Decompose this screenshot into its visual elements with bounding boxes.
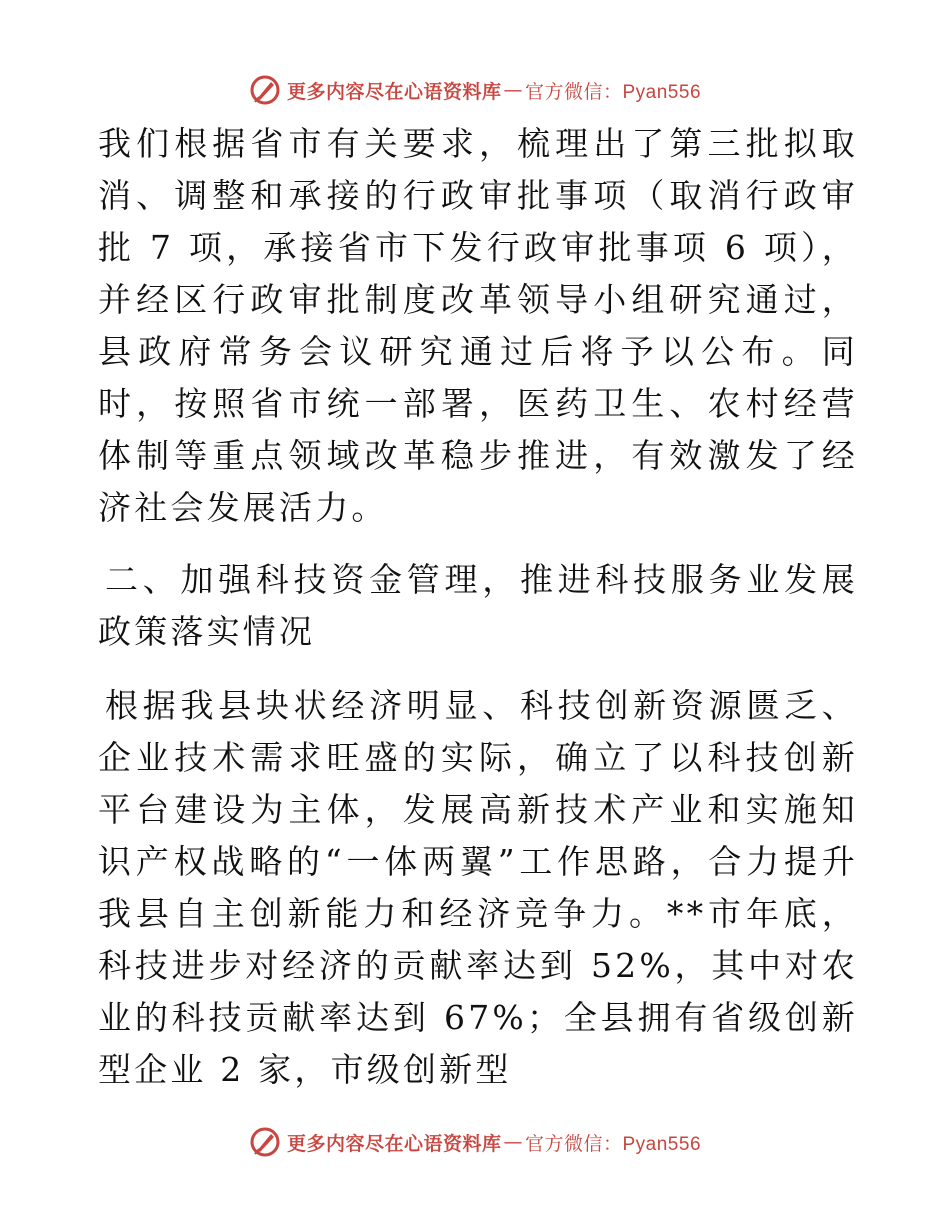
banner-wechat-text: 官方微信：Pyan556 xyxy=(525,1133,702,1155)
footer-watermark-banner xyxy=(0,1126,950,1158)
document-body xyxy=(98,118,858,1096)
header-watermark-banner xyxy=(0,74,950,106)
feather-pen-logo-icon xyxy=(249,74,281,106)
banner-separator: — xyxy=(503,79,523,101)
banner-wechat-text: 官方微信：Pyan556 xyxy=(525,81,702,103)
feather-pen-logo-icon xyxy=(249,1126,281,1158)
section-heading-2: 二、加强科技资金管理，推进科技服务业发展政策落实情况 xyxy=(98,560,858,651)
banner-separator: — xyxy=(503,1131,523,1153)
paragraph-2: 根据我县块状经济明显、科技创新资源匮乏、企业技术需求旺盛的实际，确立了以科技创新平台建设为主体，发展高新技术产业和实施知识产权战略的“一体两翼”工作思路，合力提升我县自主创新能力和经济竞争力。**市年底，科技进步对经济的贡献率达到 52%，其中对农业的科技贡献率达到 67%；全县拥有省级创新型企业 2 家，市级创新型 xyxy=(98,686,858,1089)
banner-site-text: 更多内容尽在心语资料库 xyxy=(286,80,502,103)
banner-site-text: 更多内容尽在心语资料库 xyxy=(286,1132,502,1155)
paragraph-1: 我们根据省市有关要求，梳理出了第三批拟取消、调整和承接的行政审批事项（取消行政审批 7 项，承接省市下发行政审批事项 6 项），并经区行政审批制度改革领导小组研究通过，县政府常务会议研究通过后将予以公布。同时，按照省市统一部署，医药卫生、农村经营体制等重点领域改革稳步推进，有效激发了经济社会发展活力。 xyxy=(98,124,858,527)
